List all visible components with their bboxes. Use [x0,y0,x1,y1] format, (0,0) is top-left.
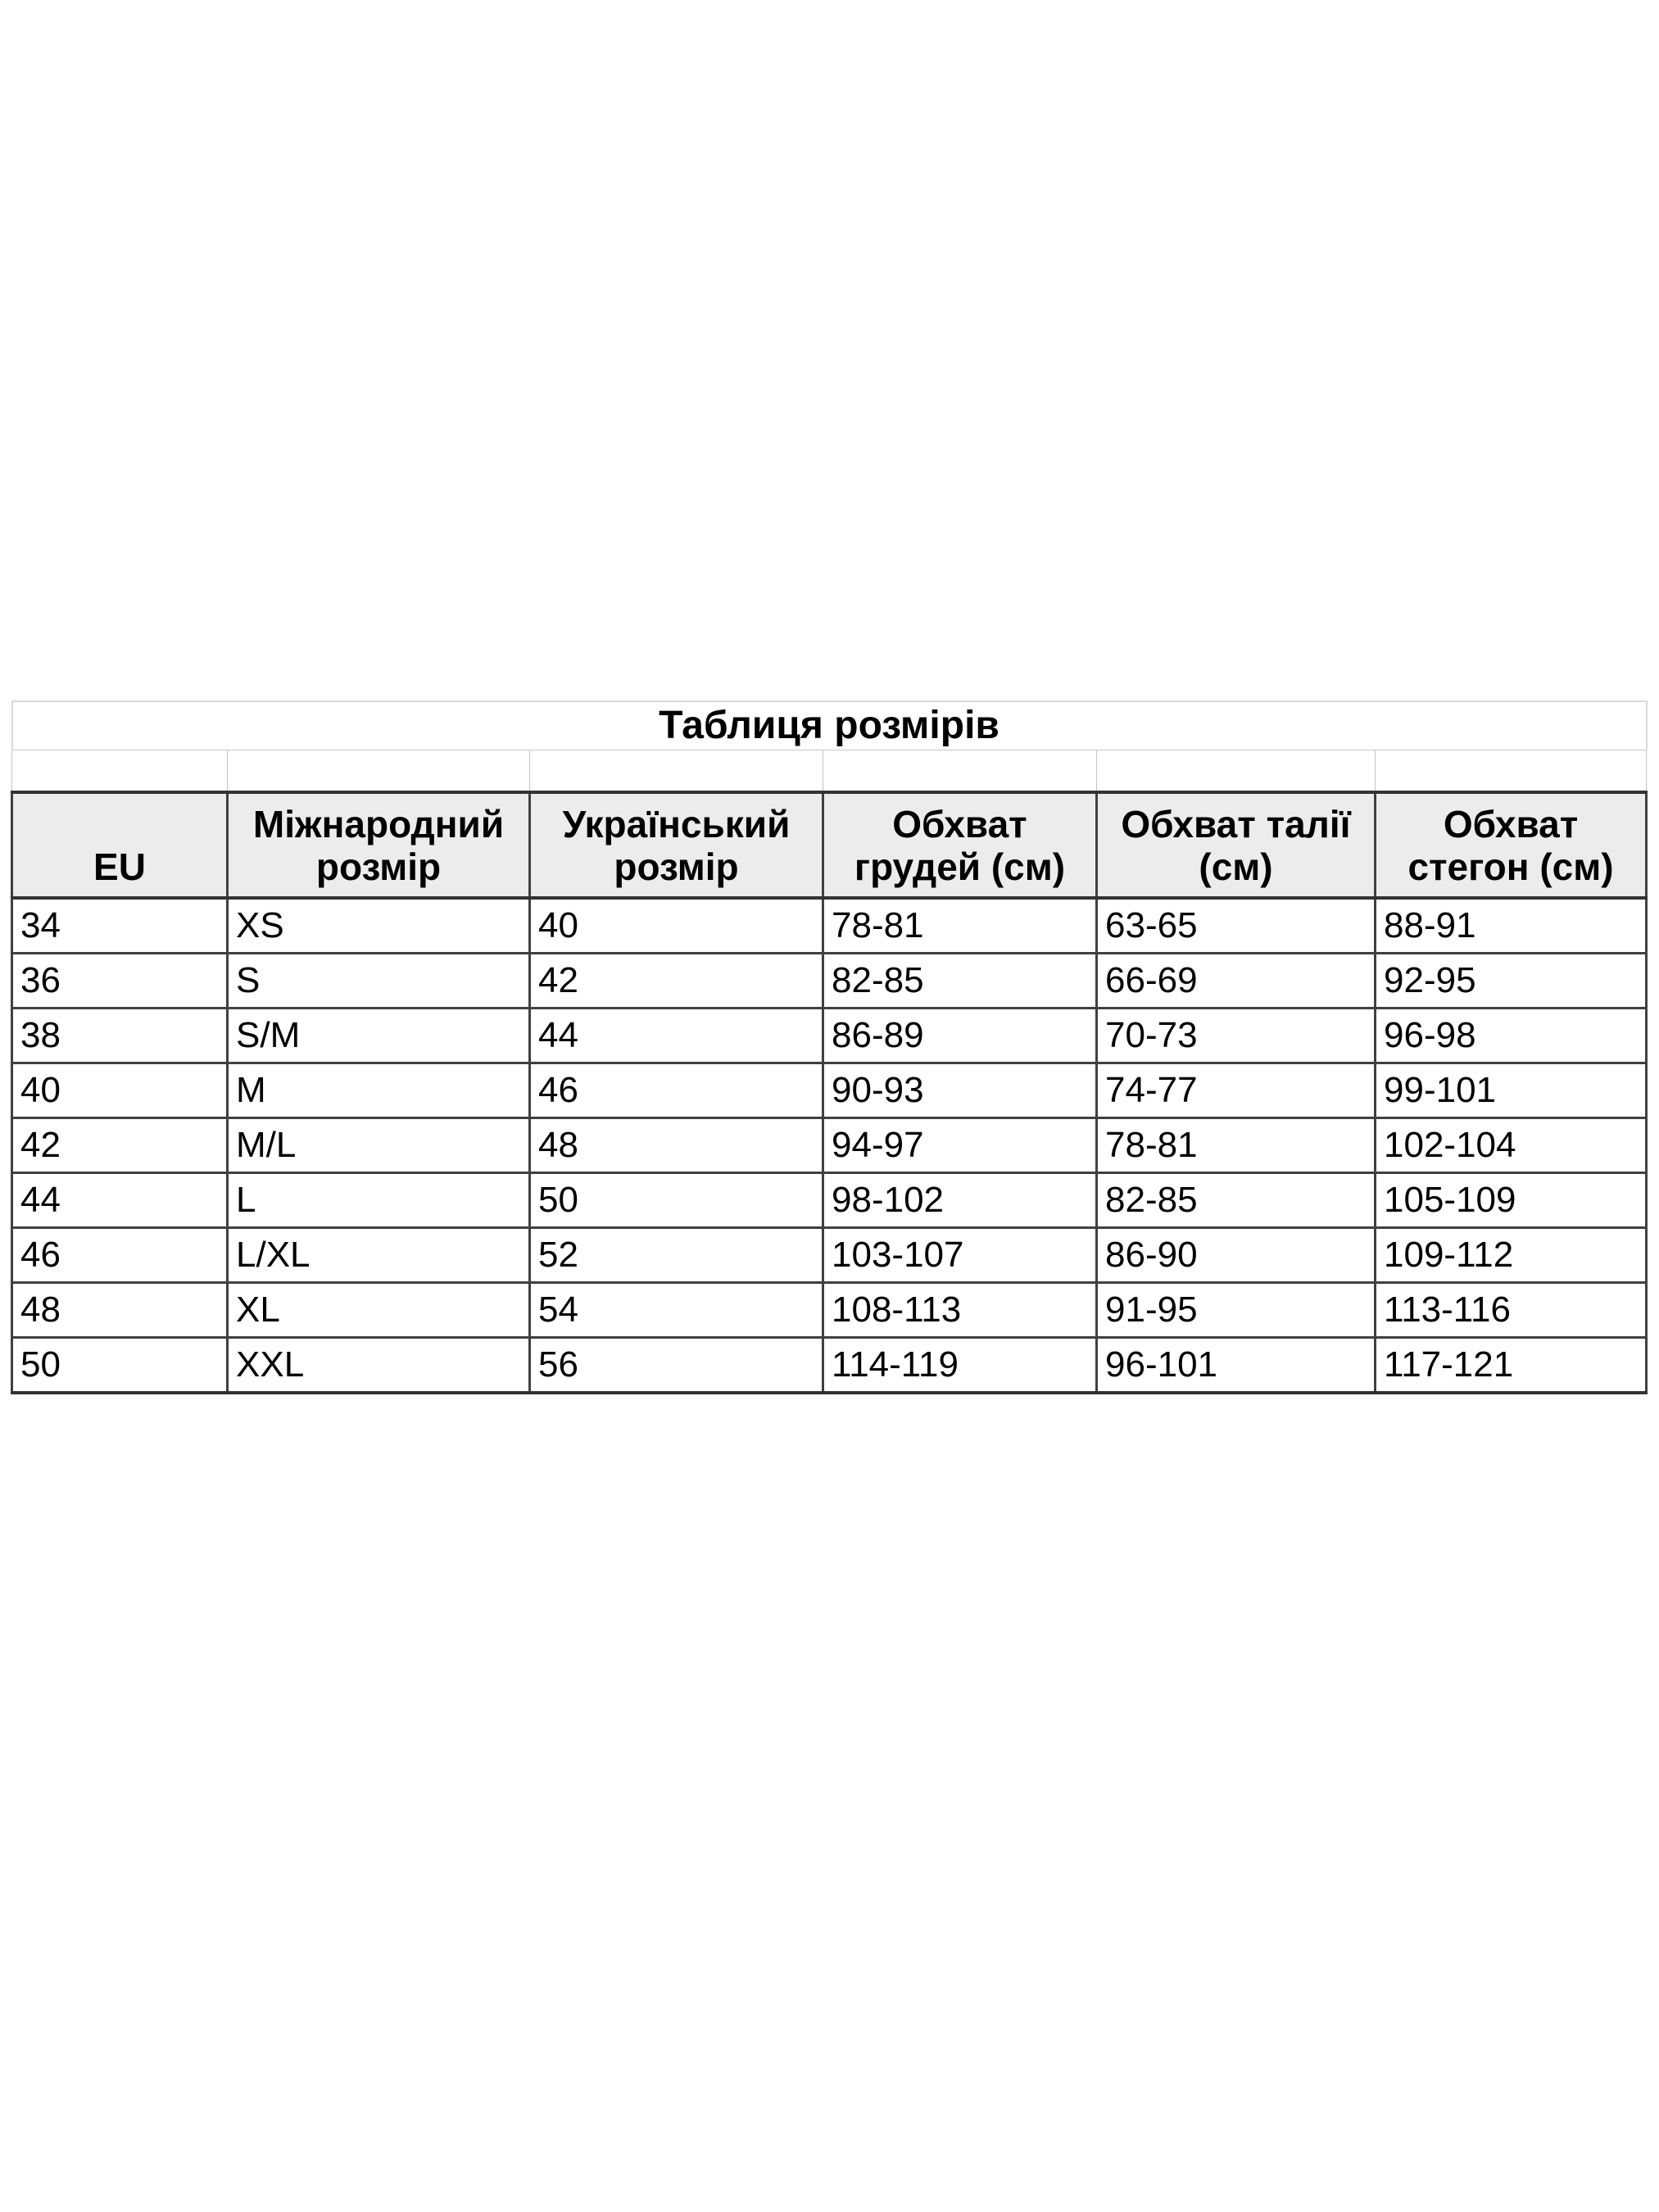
column-header-1: EU [12,792,228,898]
cell-r5-c6: 102-104 [1376,1118,1647,1173]
cell-r4-c4: 90-93 [823,1063,1097,1118]
cell-r7-c3: 52 [530,1228,823,1283]
cell-r4-c6: 99-101 [1376,1063,1647,1118]
cell-r6-c1: 44 [12,1173,228,1228]
column-header-6: Обхват стегон (см) [1376,792,1647,898]
cell-r8-c6: 113-116 [1376,1283,1647,1338]
table-row-8 [12,1283,1647,1338]
cell-r5-c2: M/L [228,1118,530,1173]
spacer-cell-5 [1097,750,1376,793]
spacer-cell-4 [823,750,1097,793]
table-body [12,898,1647,1393]
cell-r2-c5: 66-69 [1097,954,1376,1009]
cell-r4-c2: M [228,1063,530,1118]
cell-r3-c2: S/M [228,1009,530,1063]
cell-r3-c3: 44 [530,1009,823,1063]
cell-r5-c4: 94-97 [823,1118,1097,1173]
cell-r9-c6: 117-121 [1376,1338,1647,1394]
cell-r3-c1: 38 [12,1009,228,1063]
cell-r1-c1: 34 [12,898,228,954]
cell-r9-c5: 96-101 [1097,1338,1376,1394]
cell-r1-c6: 88-91 [1376,898,1647,954]
cell-r7-c2: L/XL [228,1228,530,1283]
spacer-row [12,750,1647,793]
table-row-4 [12,1063,1647,1118]
cell-r4-c1: 40 [12,1063,228,1118]
cell-r4-c3: 46 [530,1063,823,1118]
cell-r1-c3: 40 [530,898,823,954]
cell-r3-c5: 70-73 [1097,1009,1376,1063]
table-row-6 [12,1173,1647,1228]
cell-r2-c2: S [228,954,530,1009]
cell-r6-c5: 82-85 [1097,1173,1376,1228]
cell-r5-c5: 78-81 [1097,1118,1376,1173]
cell-r7-c4: 103-107 [823,1228,1097,1283]
header-row [12,792,1647,898]
cell-r9-c1: 50 [12,1338,228,1394]
cell-r7-c5: 86-90 [1097,1228,1376,1283]
cell-r5-c3: 48 [530,1118,823,1173]
cell-r6-c2: L [228,1173,530,1228]
cell-r2-c6: 92-95 [1376,954,1647,1009]
cell-r2-c3: 42 [530,954,823,1009]
cell-r9-c3: 56 [530,1338,823,1394]
cell-r7-c6: 109-112 [1376,1228,1647,1283]
cell-r2-c4: 82-85 [823,954,1097,1009]
cell-r5-c1: 42 [12,1118,228,1173]
cell-r1-c4: 78-81 [823,898,1097,954]
table-row-5 [12,1118,1647,1173]
table-title-row [12,701,1647,750]
table-row-7 [12,1228,1647,1283]
cell-r8-c2: XL [228,1283,530,1338]
column-header-3: Український розмір [530,792,823,898]
cell-r7-c1: 46 [12,1228,228,1283]
cell-r9-c4: 114-119 [823,1338,1097,1394]
cell-r3-c4: 86-89 [823,1009,1097,1063]
cell-r9-c2: XXL [228,1338,530,1394]
cell-r2-c1: 36 [12,954,228,1009]
cell-r1-c2: XS [228,898,530,954]
column-header-2: Міжнародний розмір [228,792,530,898]
spacer-cell-1 [12,750,228,793]
table-row-2 [12,954,1647,1009]
cell-r3-c6: 96-98 [1376,1009,1647,1063]
spacer-cell-3 [530,750,823,793]
column-header-4: Обхват грудей (см) [823,792,1097,898]
spacer-cell-2 [228,750,530,793]
table-row-3 [12,1009,1647,1063]
cell-r1-c5: 63-65 [1097,898,1376,954]
table-title: Таблиця розмірів [12,701,1647,750]
table-row-9 [12,1338,1647,1394]
cell-r6-c4: 98-102 [823,1173,1097,1228]
table-row-1 [12,898,1647,954]
cell-r8-c5: 91-95 [1097,1283,1376,1338]
cell-r4-c5: 74-77 [1097,1063,1376,1118]
cell-r6-c3: 50 [530,1173,823,1228]
cell-r8-c4: 108-113 [823,1283,1097,1338]
cell-r8-c3: 54 [530,1283,823,1338]
column-header-5: Обхват талії (см) [1097,792,1376,898]
cell-r6-c6: 105-109 [1376,1173,1647,1228]
size-table [11,700,1648,1394]
spacer-cell-6 [1376,750,1647,793]
cell-r8-c1: 48 [12,1283,228,1338]
